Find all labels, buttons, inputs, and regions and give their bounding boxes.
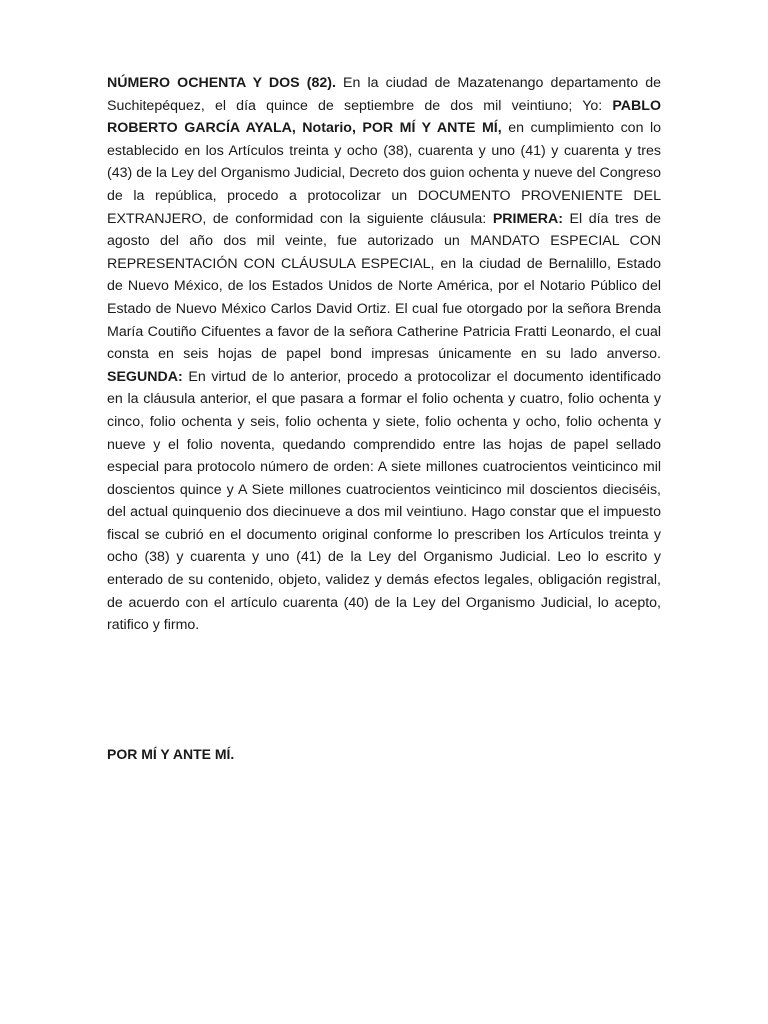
closing-signature-line: POR MÍ Y ANTE MÍ. xyxy=(107,746,235,762)
document-body-paragraph xyxy=(107,72,661,637)
body-text-segment: En virtud de lo anterior, procedo a protocolizar el documento identificado en la cláusula anterior, el que pasara a formar el folio ochenta y cuatro, folio ochenta y cinco, folio ochenta y seis, folio ochenta y siete, folio ochenta y ocho, folio ochenta y nueve y el folio noventa, quedando comprendido entre las hojas de papel sellado especial para protocolo número de orden: A siete millones cuatrocientos veinticinco mil doscientos quince y A Siete millones cuatrocientos veinticinco mil doscientos dieciséis, del actual quinquenio dos diecinueve a dos mil veintiuno. Hago constar que el impuesto fiscal se cubrió en el documento original conforme lo prescriben los Artículos treinta y ocho (38) y cuarenta y uno (41) de la Ley del Organismo Judicial. Leo lo escrito y enterado de su contenido, objeto, validez y demás efectos legales, obligación registral, de acuerdo con el artículo cuarenta (40) de la Ley del Organismo Judicial, lo acepto, ratifico y firmo. xyxy=(107,368,661,634)
heading-number: NÚMERO OCHENTA Y DOS (82). xyxy=(107,75,336,91)
clause-primera-label: PRIMERA: xyxy=(492,210,563,227)
body-text-segment: En la ciudad de Mazatenango departamento de Suchitepéquez, el día quince de septiembre de dos mil veintiuno; Yo: xyxy=(107,75,661,114)
notary-name: PABLO ROBERTO GARCÍA AYALA, Notario, POR MÍ Y ANTE MÍ, xyxy=(107,97,661,137)
document-page xyxy=(107,72,661,637)
clause-segunda-label: SEGUNDA: xyxy=(107,368,183,385)
body-text-segment: El día tres de agosto del año dos mil veinte, fue autorizado un MANDATO ESPECIAL CON REPRESENTACIÓN CON CLÁUSULA ESPECIAL, en la ciudad de Bernalillo, Estado de Nuevo México, de los Estados Unidos de Norte América, por el Notario Público del Estado de Nuevo México Carlos David Ortiz. El cual fue otorgado por la señora Brenda María Coutiño Cifuentes a favor de la señora Catherine Patricia Fratti Leonardo, el cual consta en seis hojas de papel bond impresas únicamente en su lado anverso. xyxy=(107,210,661,363)
body-text-segment: en cumplimiento con lo establecido en los Artículos treinta y ocho (38), cuarenta y uno (41) y cuarenta y tres (43) de la Ley del Organismo Judicial, Decreto dos guion ochenta y nueve del Congreso de la república, procedo a protocolizar un DOCUMENTO PROVENIENTE DEL EXTRANJERO, de conformidad con la siguiente cláusula: xyxy=(107,120,662,227)
